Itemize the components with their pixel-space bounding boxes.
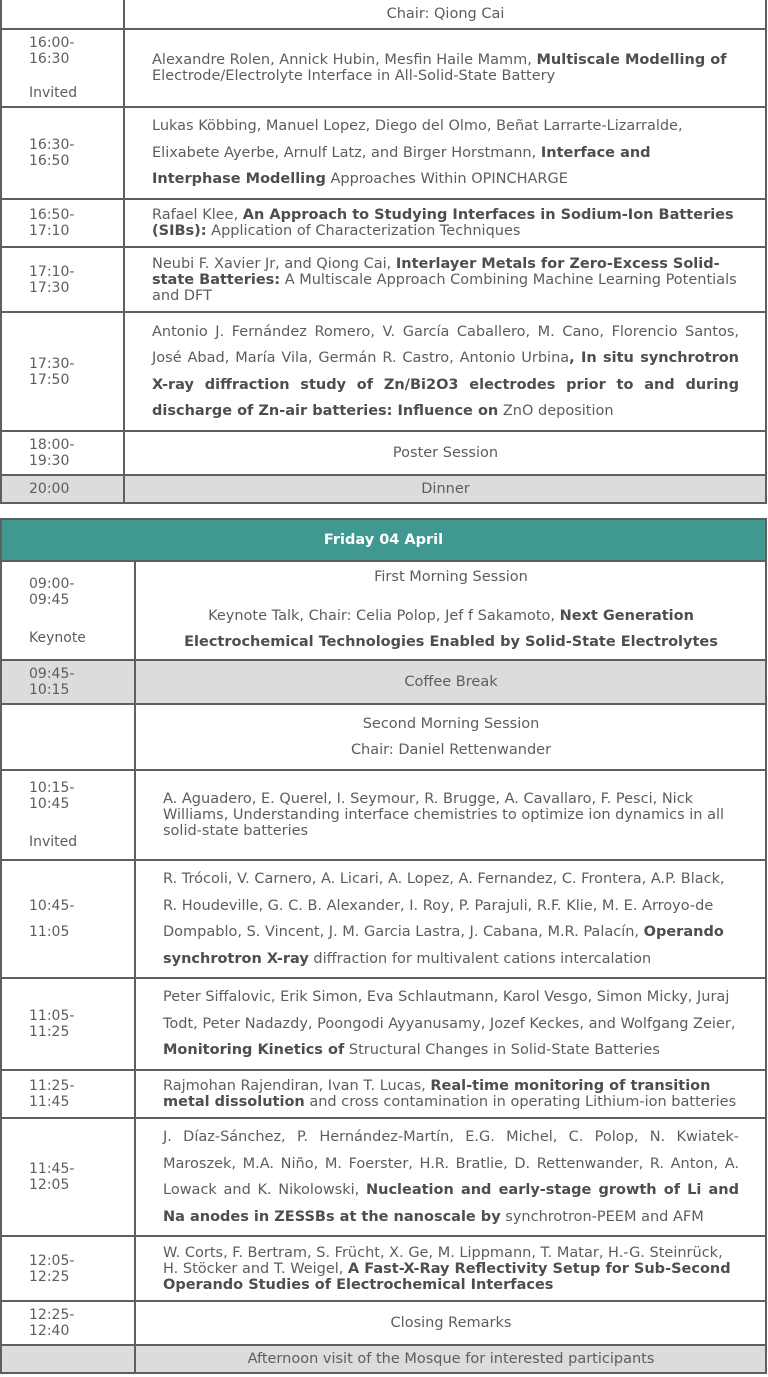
session-title: First Morning Session: [374, 569, 528, 585]
talk-type-label: Keynote: [29, 629, 86, 646]
talk-cell: [135, 860, 766, 978]
time-label: 16:50- 17:10: [29, 207, 75, 239]
talk-title-rest: synchrotron-PEEM and AFM: [500, 1208, 704, 1225]
talk-row: [1, 1070, 766, 1118]
time-cell: [1, 1301, 135, 1345]
talk-cell: [135, 1118, 766, 1236]
talk-cell: [124, 312, 766, 431]
day-header: Friday 04 April: [1, 519, 766, 561]
keynote-cell: [135, 561, 766, 660]
time-cell: [1, 770, 135, 860]
dinner-row: [1, 475, 766, 503]
talk-cell: [135, 1236, 766, 1301]
talk-title-bold: Multiscale Modelling of: [536, 52, 727, 68]
talk-title-rest: Application of Characterization Techniques: [206, 223, 521, 239]
talk-title-bold: , In situ synchrotron X-ray diffraction study of Zn/Bi2O3 electrodes prior to and during discharge of Zn-air batteries: Influence on: [152, 350, 739, 419]
poster-session-label: Poster Session: [124, 431, 766, 475]
time-label: 18:00- 19:30: [29, 437, 75, 469]
talk-row: [1, 107, 766, 199]
dinner-label: Dinner: [124, 475, 766, 503]
session-chair: Chair: Qiong Cai: [124, 0, 766, 29]
time-label: 09:45- 10:15: [29, 666, 75, 698]
time-cell-empty: [1, 704, 135, 770]
day-header-row: [1, 519, 766, 561]
friday-schedule-table: [0, 518, 767, 1374]
time-label: 11:25- 11:45: [29, 1078, 75, 1110]
time-label: 12:25- 12:40: [29, 1307, 75, 1339]
talk-type-label: Invited: [29, 834, 78, 850]
session-cell: [135, 704, 766, 770]
talk-title-bold: Nucleation and early-stage growth of Li and Na anodes in ZESSBs at the nanoscale by: [163, 1182, 740, 1225]
time-label: 16:30- 16:50: [29, 137, 75, 169]
session-title: Second Morning Session: [362, 715, 540, 732]
talk-authors: Antonio J. Fernández Romero, V. García Caballero, M. Cano, Florencio Santos, José Abad, María Vila, Germán R. Castro, Antonio Urbina: [152, 323, 739, 366]
time-label: 17:30- 17:50: [29, 355, 75, 388]
time-cell: [1, 107, 124, 199]
time-cell: [1, 978, 135, 1070]
time-cell: [1, 660, 135, 704]
time-cell: [1, 561, 135, 660]
time-label: 11:45- 12:05: [29, 1161, 75, 1193]
talk-authors: A. Aguadero, E. Querel, I. Seymour, R. Brugge, A. Cavallaro, F. Pesci, Nick Williams, Understanding interface chemistries to optimize ion dynamics in all solid-state batteries: [163, 791, 725, 839]
time-cell: [1, 247, 124, 312]
talk-title-bold: Monitoring Kinetics of: [163, 1042, 345, 1059]
talk-cell: [135, 770, 766, 860]
time-label: 10:45- 11:05: [29, 898, 75, 940]
session-chair: Chair: Daniel Rettenwander: [350, 742, 552, 758]
poster-row: [1, 431, 766, 475]
afternoon-visit-label: Afternoon visit of the Mosque for interested participants: [135, 1345, 766, 1373]
talk-title-bold: Interface and Interphase Modelling: [152, 144, 651, 188]
talk-cell: [135, 978, 766, 1070]
talk-cell: [124, 199, 766, 247]
talk-cell: [124, 247, 766, 312]
time-label: 16:00- 16:30: [29, 35, 75, 67]
talk-row: [1, 978, 766, 1070]
talk-row: [1, 247, 766, 312]
talk-title-rest: and cross contamination in operating Lithium-ion batteries: [304, 1094, 737, 1110]
talk-title-rest: Electrode/Electrolyte Interface in All-Solid-State Battery: [152, 68, 556, 84]
talk-row: [1, 860, 766, 978]
talk-title-bold: Interlayer Metals for Zero-Excess Solid-state Batteries:: [152, 255, 720, 288]
afternoon-row: [1, 1345, 766, 1373]
coffee-break-label: Coffee Break: [135, 660, 766, 704]
time-cell: [1, 1236, 135, 1301]
talk-authors: Alexandre Rolen, Annick Hubin, Mesfin Haile Mamm,: [152, 52, 537, 68]
time-cell: [1, 312, 124, 431]
talk-authors: Lukas Köbbing, Manuel Lopez, Diego del Olmo, Beñat Larrarte-Lizarralde, Elixabete Ayerbe, Arnulf Latz, and Birger Horstmann,: [152, 118, 683, 161]
talk-authors: Peter Siffalovic, Erik Simon, Eva Schlautmann, Karol Vesgo, Simon Micky, Juraj Todt, Peter Nadazdy, Poongodi Ayyanusamy, Jozef Keckes, and Wolfgang Zeier,: [163, 989, 736, 1032]
time-cell: [1, 860, 135, 978]
time-cell: [1, 29, 124, 107]
talk-row: [1, 312, 766, 431]
keynote-title: Next Generation Electrochemical Technologies Enabled by Solid-State Electrolytes: [184, 607, 718, 650]
time-cell: [1, 431, 124, 475]
talk-authors: Neubi F. Xavier Jr, and Qiong Cai,: [152, 255, 396, 272]
time-cell: [1, 1118, 135, 1236]
time-cell: [1, 1070, 135, 1118]
talk-type-label: Invited: [29, 85, 78, 101]
talk-title-bold: Operando synchrotron X-ray: [163, 924, 724, 967]
talk-title-bold: A Fast-X-Ray Reflectivity Setup for Sub-Second Operando Studies of Electrochemical Interfaces: [163, 1260, 731, 1293]
talk-title-bold: An Approach to Studying Interfaces in Sodium-Ion Batteries (SIBs):: [152, 207, 734, 239]
session-row: [1, 704, 766, 770]
time-cell-empty: [1, 0, 124, 29]
talk-authors: J. Díaz-Sánchez, P. Hernández-Martín, E.G. Michel, C. Polop, N. Kwiatek-Maroszek, M.A. Niño, M. Foerster, H.R. Bratlie, D. Rettenwander, R. Anton, A. Lowack and K. Nikolowski,: [163, 1129, 739, 1198]
talk-title-rest: ZnO deposition: [498, 403, 614, 419]
talk-title-rest: Approaches Within OPINCHARGE: [325, 171, 568, 188]
thursday-schedule-table: [0, 0, 767, 504]
talk-row: [1, 29, 766, 107]
time-cell-empty: [1, 1345, 135, 1373]
keynote-row: [1, 561, 766, 660]
talk-row: [1, 1118, 766, 1236]
talk-title-rest: Structural Changes in Solid-State Batteries: [344, 1042, 660, 1059]
chair-row: [1, 0, 766, 29]
talk-cell: [135, 1070, 766, 1118]
talk-cell: [124, 29, 766, 107]
coffee-break-row: [1, 660, 766, 704]
talk-authors: Rafael Klee,: [152, 207, 243, 223]
talk-title-rest: A Multiscale Approach Combining Machine Learning Potentials and DFT: [152, 271, 737, 304]
talk-title-bold: Real-time monitoring of transition metal dissolution: [163, 1078, 711, 1110]
talk-authors: R. Trócoli, V. Carnero, A. Licari, A. Lopez, A. Fernandez, C. Frontera, A.P. Black, R. Houdeville, G. C. B. Alexander, I. Roy, P. Parajuli, R.F. Klie, M. E. Arroyo-de Dompablo, S. Vincent, J. M. Garcia Lastra, J. Cabana, M.R. Palacín,: [163, 871, 725, 940]
time-cell: [1, 199, 124, 247]
talk-title-rest: diffraction for multivalent cations intercalation: [308, 950, 652, 967]
time-label: 11:05- 11:25: [29, 1008, 75, 1040]
time-label: 09:00- 09:45: [29, 575, 75, 608]
talk-cell: [124, 107, 766, 199]
keynote-chair: Keynote Talk, Chair: Celia Polop, Jef f Sakamoto,: [208, 607, 560, 624]
time-label: 12:05- 12:25: [29, 1252, 75, 1285]
closing-remarks-label: Closing Remarks: [135, 1301, 766, 1345]
talk-authors: W. Corts, F. Bertram, S. Frücht, X. Ge, M. Lippmann, T. Matar, H.-G. Steinrück, H. Stöcker and T. Weigel,: [163, 1244, 723, 1277]
talk-authors: Rajmohan Rajendiran, Ivan T. Lucas,: [163, 1078, 431, 1094]
closing-row: [1, 1301, 766, 1345]
time-label: 17:10- 17:30: [29, 263, 75, 296]
talk-row: [1, 770, 766, 860]
time-label: 20:00: [1, 475, 124, 503]
talk-row: [1, 199, 766, 247]
time-label: 10:15- 10:45: [29, 780, 75, 812]
talk-row: [1, 1236, 766, 1301]
